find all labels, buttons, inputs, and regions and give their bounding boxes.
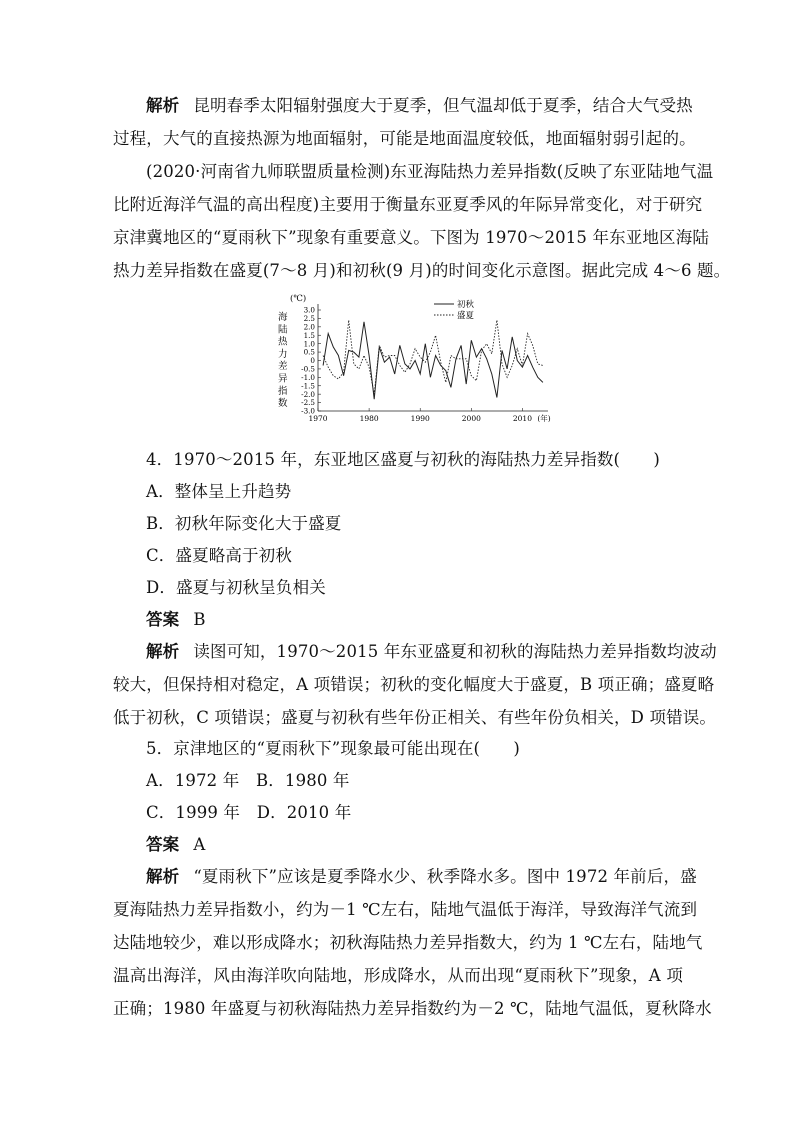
x-tick-label: 1980 bbox=[359, 414, 379, 423]
x-axis-unit-label: (年) bbox=[537, 414, 551, 423]
y-axis-label-char: 力 bbox=[278, 348, 288, 360]
q4-option-b: B．初秋年际变化大于盛夏 bbox=[146, 514, 342, 533]
analysis-text: 昆明春季太阳辐射强度大于夏季，但气温却低于夏季，结合大气受热 bbox=[193, 96, 693, 115]
y-tick-label: -2.5 bbox=[301, 398, 315, 408]
q5-analysis-line: 温高出海洋，风由海洋吹向陆地，形成降水，从而出现“夏雨秋下”现象，A 项 bbox=[113, 966, 683, 985]
y-tick-label: 2.5 bbox=[303, 314, 315, 324]
analysis-label: 解析 bbox=[146, 96, 180, 115]
y-unit-label: (℃) bbox=[290, 294, 307, 304]
q4-option-c: C．盛夏略高于初秋 bbox=[146, 546, 292, 565]
series-line-shengxia bbox=[323, 320, 543, 394]
q5-options-cd: C．1999 年 D．2010 年 bbox=[146, 803, 352, 822]
analysis-label: 解析 bbox=[146, 867, 180, 886]
q4-analysis-line bbox=[146, 640, 717, 664]
intro-line: 热力差异指数在盛夏(7～8 月)和初秋(9 月)的时间变化示意图。据此完成 4～6 题。 bbox=[113, 261, 731, 280]
question-4-stem: 4．1970～2015 年，东亚地区盛夏与初秋的海陆热力差异指数( ) bbox=[146, 450, 660, 469]
q4-option-d: D．盛夏与初秋呈负相关 bbox=[146, 578, 326, 597]
y-axis-label-char: 海 bbox=[278, 312, 288, 323]
y-axis-label-char: 数 bbox=[278, 398, 288, 410]
analysis-text: 读图可知，1970～2015 年东亚盛夏和初秋的海陆热力差异指数均波动 bbox=[193, 642, 717, 661]
intro-line: 京津冀地区的“夏雨秋下”现象有重要意义。下图为 1970～2015 年东亚地区海陆 bbox=[113, 228, 709, 247]
y-axis-label-char: 陆 bbox=[278, 324, 288, 336]
y-tick-label: -2.0 bbox=[301, 389, 315, 399]
y-tick-label: -3.0 bbox=[301, 406, 315, 416]
y-tick-label: 3.0 bbox=[303, 305, 315, 315]
legend-label: 盛夏 bbox=[457, 311, 475, 321]
intro-line: 比附近海洋气温的高出程度)主要用于衡量东亚夏季风的年际异常变化，对于研究 bbox=[113, 195, 703, 214]
y-axis-label-char: 指 bbox=[278, 385, 288, 397]
analysis-text: “夏雨秋下”应该是夏季降水少、秋季降水多。图中 1972 年前后，盛 bbox=[193, 867, 697, 886]
q4-answer bbox=[146, 608, 686, 632]
y-axis-label-char: 异 bbox=[278, 373, 288, 385]
q4-analysis-line: 较大，但保持相对稳定，A 项错误；初秋的变化幅度大于盛夏，B 项正确；盛夏略 bbox=[113, 675, 715, 694]
y-tick-label: -1.5 bbox=[301, 381, 315, 391]
q5-options-ab: A．1972 年 B．1980 年 bbox=[146, 771, 350, 790]
x-tick-label: 2010 bbox=[512, 414, 532, 423]
answer-value: B bbox=[193, 610, 206, 629]
x-tick-label: 2000 bbox=[461, 414, 481, 423]
y-axis-label-char: 热 bbox=[278, 336, 288, 348]
legend-label: 初秋 bbox=[457, 300, 475, 310]
intro-line: (2020·河南省九师联盟质量检测)东亚海陆热力差异指数(反映了东亚陆地气温 bbox=[146, 162, 714, 181]
y-axis-label-char: 差 bbox=[278, 361, 288, 373]
answer-value: A bbox=[193, 835, 206, 854]
x-tick-label: 1970 bbox=[308, 414, 328, 423]
analysis-label: 解析 bbox=[146, 642, 180, 661]
y-tick-label: 0 bbox=[310, 356, 315, 366]
q5-answer bbox=[146, 833, 686, 857]
y-tick-label: 1.0 bbox=[303, 339, 315, 349]
y-tick-label: -1.0 bbox=[301, 372, 315, 382]
q4-option-a: A．整体呈上升趋势 bbox=[146, 482, 292, 501]
answer-label: 答案 bbox=[146, 835, 180, 854]
answer-label: 答案 bbox=[146, 610, 180, 629]
q5-analysis-line bbox=[146, 865, 697, 889]
y-tick-label: -0.5 bbox=[301, 364, 315, 374]
series-line-chuqiu bbox=[323, 322, 543, 399]
chart-svg bbox=[268, 290, 558, 430]
q5-analysis-line: 正确；1980 年盛夏与初秋海陆热力差异指数约为－2 ℃，陆地气温低，夏秋降水 bbox=[113, 999, 712, 1018]
q5-analysis-line: 夏海陆热力差异指数小，约为－1 ℃左右，陆地气温低于海洋，导致海洋气流到 bbox=[113, 900, 698, 919]
q5-analysis-line: 达陆地较少，难以形成降水；初秋海陆热力差异指数大，约为 1 ℃左右，陆地气 bbox=[113, 933, 703, 952]
analysis-paragraph-line: 过程，大气的直接热源为地面辐射，可能是地面温度较低，地面辐射弱引起的。 bbox=[113, 129, 696, 148]
y-tick-label: 1.5 bbox=[303, 330, 315, 340]
x-tick-label: 1990 bbox=[410, 414, 430, 423]
y-tick-label: 2.0 bbox=[303, 322, 315, 332]
land-sea-thermal-chart bbox=[268, 290, 558, 430]
question-5-stem: 5．京津地区的“夏雨秋下”现象最可能出现在( ) bbox=[146, 739, 520, 758]
q4-analysis-line: 低于初秋，C 项错误；盛夏与初秋有些年份正相关、有些年份负相关，D 项错误。 bbox=[113, 708, 717, 727]
y-tick-label: 0.5 bbox=[303, 347, 315, 357]
analysis-paragraph-line bbox=[146, 94, 693, 118]
